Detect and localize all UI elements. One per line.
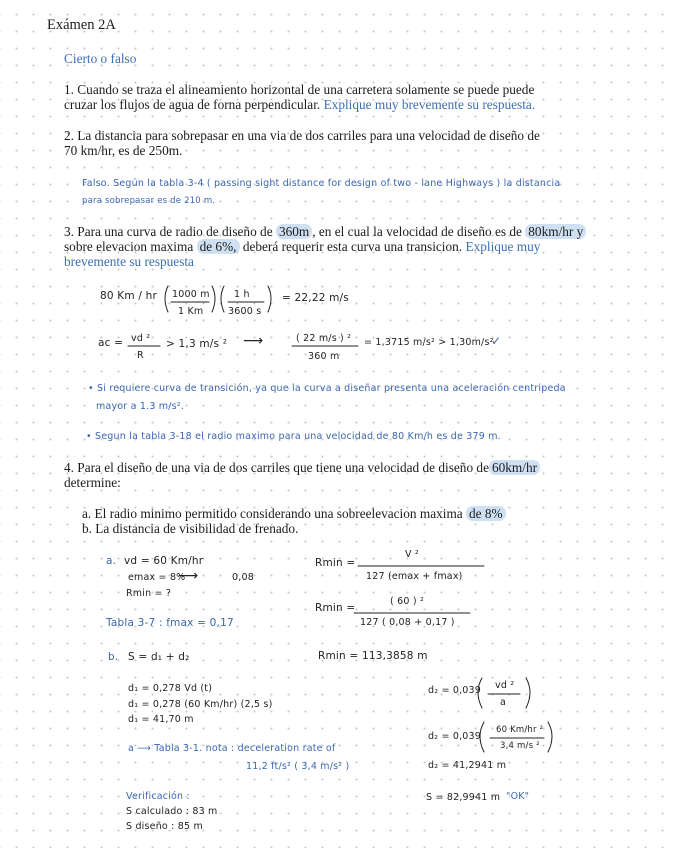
q3-ac-condition: > 1,3 m/s ²	[166, 338, 228, 350]
q4-rmin-result: Rmin = 113,3858 m	[318, 650, 428, 662]
q3-speed: 80 Km / hr	[100, 290, 157, 302]
question-1-line-1: 1. Cuando se traza el alineamiento horizontal de una carretera solamente se puede puede	[64, 82, 535, 97]
q3-prompt-a: Explique muy	[465, 239, 541, 254]
section-heading: Cierto o falso	[64, 51, 137, 66]
q4-verification-label: Verificación :	[126, 791, 190, 802]
q4-text-a: 4. Para el diseño de una via de dos carriles que tiene una velocidad de diseño de	[64, 460, 489, 475]
q3-bullet-1-line-1: • Si requiere curva de transición, ya que la curva a diseñar presenta una aceleración centripeda	[88, 383, 566, 394]
q4-s-calculated: S calculado : 83 m	[126, 806, 218, 817]
q4-highlight-superelevation: de 8%	[466, 506, 506, 521]
q4-d2-den: a	[500, 697, 507, 708]
paren-right-d2	[526, 678, 530, 708]
question-1-statement: cruzar los flujos de agua de forna perpendicular.	[64, 97, 321, 112]
q4-part-a-text: a. El radio minimo permitido considerando una sobreelevacion maxima	[82, 506, 463, 521]
q4-note-line-1: a ⟶ Tabla 3-1. nota : deceleration rate of	[128, 743, 336, 754]
paren-right-2	[268, 286, 271, 312]
q4-d2-sub: d₂ = 0,039	[428, 731, 482, 742]
q3-ac-num: vd ²	[131, 333, 151, 344]
q3-text-c: , en el cual la velocidad de diseño es de	[312, 224, 522, 239]
q4-d2-sub-den: 3,4 m/s ²	[500, 741, 540, 751]
q3-factor1-den: 1 Km	[178, 306, 204, 317]
q3-highlight-superelevation: de 6%,	[197, 239, 240, 254]
q4-d2-formula: d₂ = 0,039	[428, 685, 482, 696]
q4-d2-num: vd ²	[495, 680, 515, 691]
q3-factor1-num: 1000 m	[172, 289, 210, 300]
q3-highlight-speed: 80km/hr y	[525, 224, 586, 239]
q3-speed-result: = 22,22 m/s	[282, 292, 349, 304]
q4-s-result: S = 82,9941 m	[426, 792, 501, 803]
q4-rmin-eq-2: Rmin =	[315, 602, 356, 614]
q4-rmin-unknown: Rmin = ?	[126, 588, 172, 599]
paren-left-1	[165, 286, 168, 312]
q3-ac-lhs: ac =	[98, 337, 124, 349]
q4-s-design: S diseño : 85 m	[126, 821, 203, 832]
q3-highlight-radius: 360m	[276, 224, 312, 239]
q4-note-line-2: 11,2 ft/s² ( 3,4 m/s² )	[246, 761, 350, 772]
check-icon: ✓	[491, 334, 502, 348]
q3-sub-den: 360 m	[308, 351, 340, 362]
q3-arrow: ⟶	[243, 333, 264, 349]
q4-d2-result: d₂ = 41,2941 m	[428, 760, 507, 771]
q4-emax: emax = 8%	[128, 572, 186, 583]
q4-a-label: a.	[106, 555, 117, 567]
q3-sub-num: ( 22 m/s ) ²	[296, 333, 352, 344]
paren-right-1	[212, 286, 215, 312]
q4-emax-decimal: 0,08	[232, 572, 254, 583]
paren-left-d2b	[480, 722, 484, 752]
question-2-line-2: 70 km/hr, es de 250m.	[64, 143, 183, 158]
paren-left-d2	[478, 678, 482, 708]
q4-d1-formula: d₁ = 0,278 Vd (t)	[128, 683, 213, 694]
question-3-line-3: brevemente su respuesta	[64, 254, 194, 269]
question-2-answer-line-2: para sobrepasar es de 210 m.	[82, 196, 216, 206]
question-1-prompt: Explique muy brevemente su respuesta.	[323, 97, 536, 112]
question-2-answer-line-1: Falso. Según la tabla 3-4 ( passing sight distance for design of two - lane Highways ) la distancia	[82, 178, 561, 189]
q3-text-2a: sobre elevacion maxima	[64, 239, 194, 254]
q3-bullet-1-line-2: mayor a 1.3 m/s².	[96, 401, 185, 412]
q4-rmin-num-1: V ²	[405, 549, 419, 560]
paren-right-d2b	[548, 722, 552, 752]
q3-bullet-2: • Segun la tabla 3-18 el radio maximo para una velocidad de 80 Km/h es de 379 m.	[86, 431, 501, 442]
question-2-line-1: 2. La distancia para sobrepasar en una via de dos carriles para una velocidad de diseño de	[64, 128, 540, 143]
q4-tabla-fmax: Tabla 3-7 : fmax = 0,17	[106, 617, 234, 629]
q3-text-2c: deberá requerir esta curva una transicion.	[242, 239, 463, 254]
q4-rmin-eq-1: Rmin =	[315, 557, 356, 569]
q4-rmin-den-2: 127 ( 0,08 + 0,17 )	[360, 617, 455, 628]
q4-arrow: ⟶	[178, 568, 199, 584]
q4-d1-result: d₁ = 41,70 m	[128, 714, 194, 725]
q3-sub-result: = 1,3715 m/s² > 1,30m/s²	[364, 337, 494, 348]
question-4-part-b: b. La distancia de visibilidad de frenado.	[82, 521, 299, 536]
q3-factor2-den: 3600 s	[228, 306, 262, 317]
q3-text-a: 3. Para una curva de radio de diseño de	[64, 224, 273, 239]
q4-d1-sub: d₁ = 0,278 (60 Km/hr) (2,5 s)	[128, 699, 273, 710]
q3-ac-den: R	[137, 350, 144, 361]
q4-highlight-speed: 60km/hr	[489, 460, 540, 475]
q4-b-label: b.	[108, 651, 119, 663]
question-4-line-2: determine:	[64, 475, 121, 490]
q4-rmin-num-2: ( 60 ) ²	[390, 596, 424, 607]
q4-vd: vd = 60 Km/hr	[124, 555, 204, 567]
exam-title: Exámen 2A	[47, 17, 116, 33]
q4-d2-sub-num: 60 Km/hr ²	[496, 725, 544, 735]
q4-rmin-den-1: 127 (emax + fmax)	[366, 571, 463, 582]
q3-factor2-num: 1 h	[234, 289, 250, 300]
paren-left-2	[221, 286, 224, 312]
q4-s-eq: S = d₁ + d₂	[128, 651, 190, 663]
q4-ok-mark: "OK"	[506, 791, 530, 802]
